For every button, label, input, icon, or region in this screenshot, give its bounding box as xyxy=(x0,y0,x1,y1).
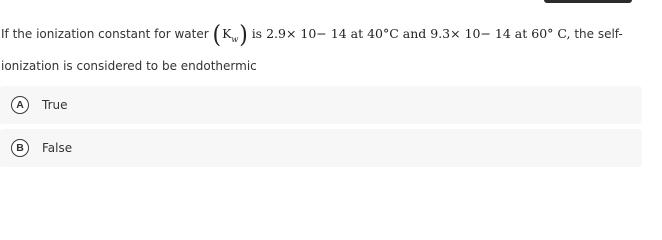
question-suffix: the self- xyxy=(574,27,623,41)
option-b-badge: B xyxy=(11,139,29,157)
option-b-label: False xyxy=(42,141,73,155)
question-prefix: If the ionization constant for water xyxy=(1,27,209,41)
k-symbol: $K_w$ xyxy=(222,26,239,44)
question-line-2: ionization is considered to be endothermic xyxy=(1,59,257,73)
option-a-badge: A xyxy=(11,96,29,114)
question-math: is 2.9× 10− 14 at 40°C and 9.3× 10− 14 at 60° C, xyxy=(251,26,571,41)
open-paren: ( xyxy=(212,21,222,50)
question-text xyxy=(1,20,656,80)
k-subscript: w xyxy=(231,35,239,44)
option-a-label: True xyxy=(42,98,68,112)
question-line-1 xyxy=(1,20,656,53)
option-a[interactable] xyxy=(0,86,642,124)
top-scroll-indicator xyxy=(544,0,632,3)
close-paren: ) xyxy=(239,21,248,50)
option-b[interactable] xyxy=(0,129,642,167)
